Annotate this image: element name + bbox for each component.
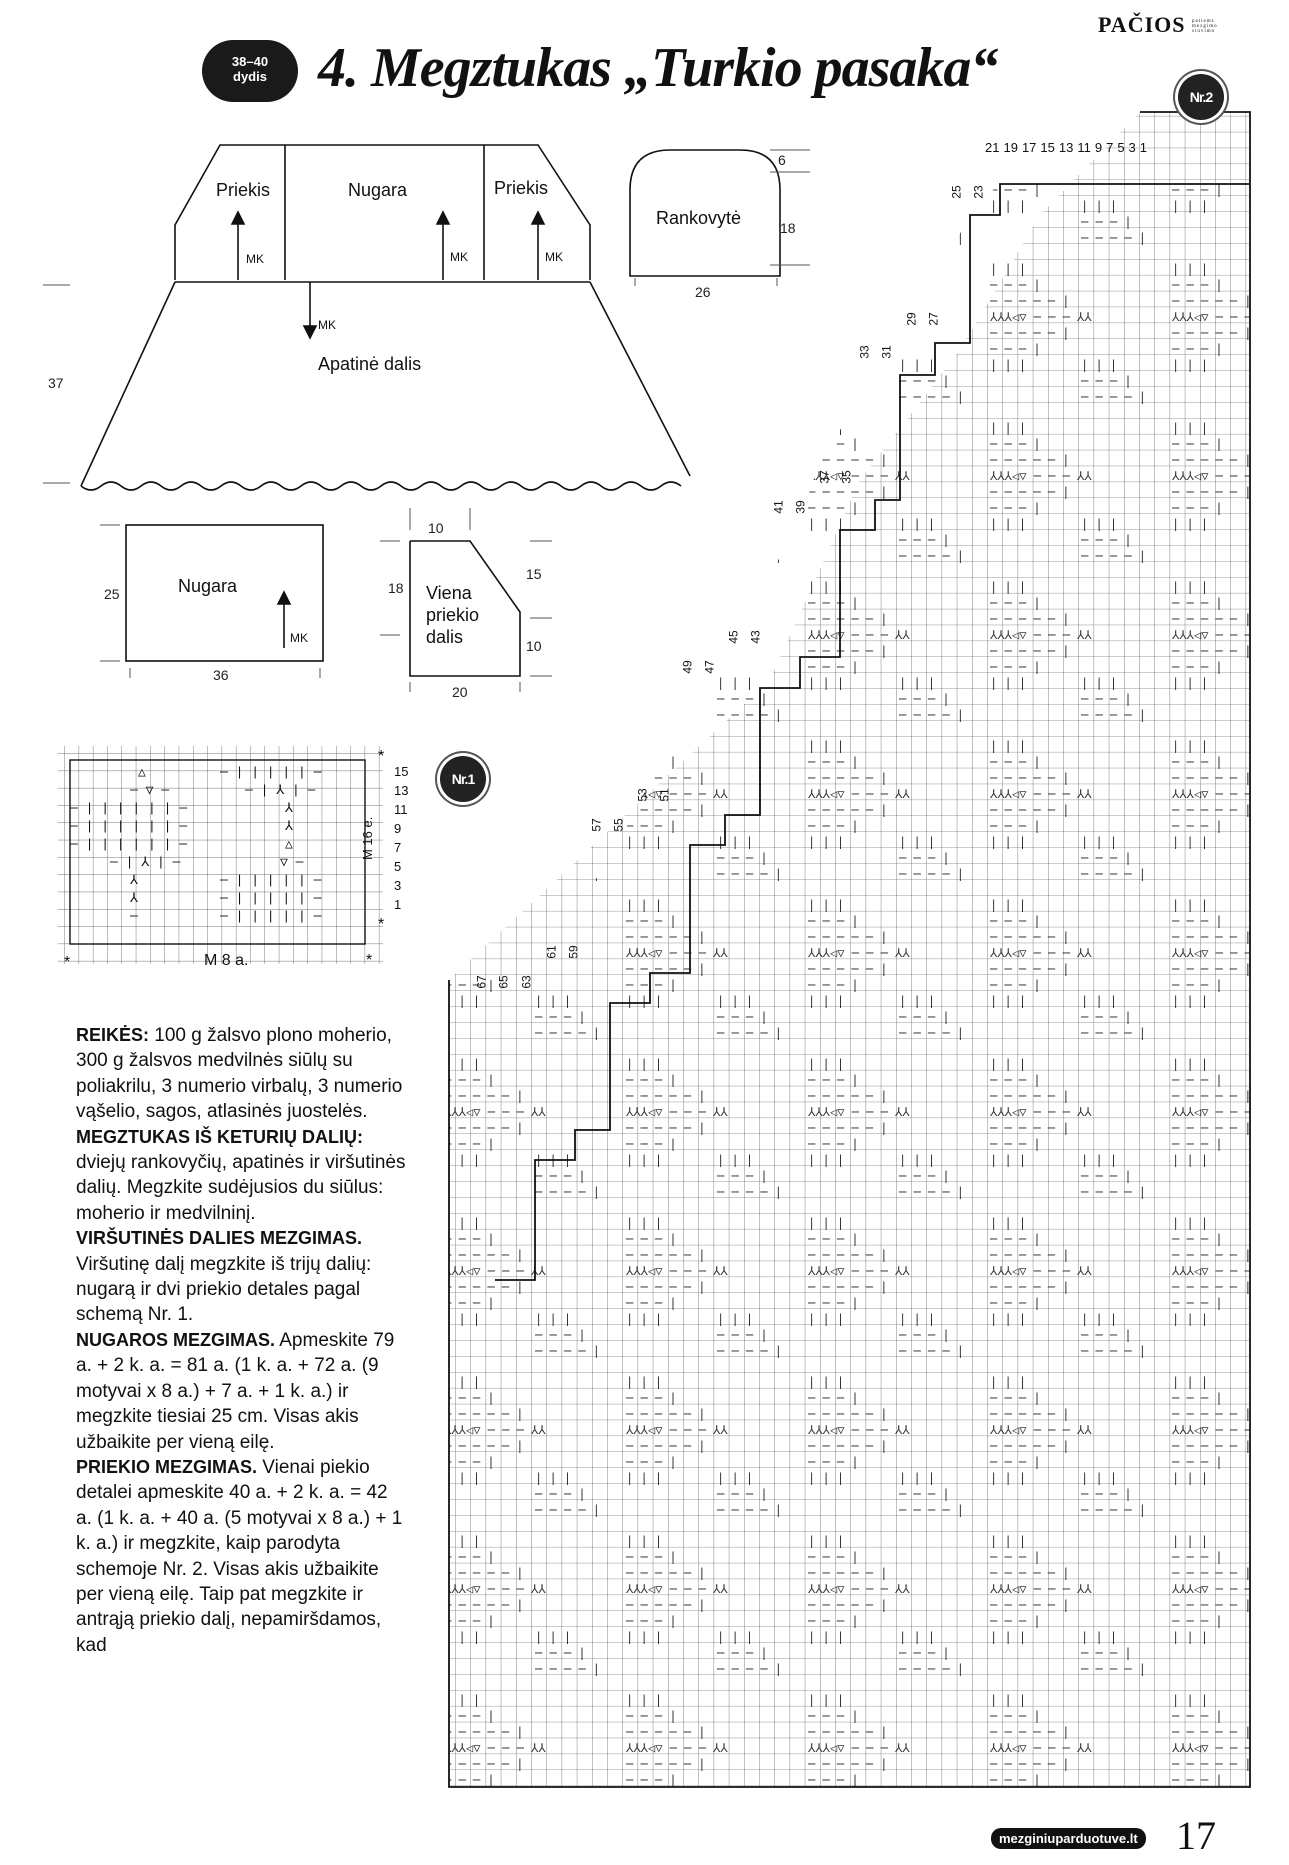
row-label: 1 xyxy=(394,897,402,912)
page-number: 17 xyxy=(1176,1813,1216,1858)
body-nugaros: Apmeskite 79 a. + 2 k. a. = 81 a. (1 k. a. + 72 a. (9 motyvai x 8 a.) + 7 a. + 1 k. a.) ir megzkite tiesiai 25 cm. Visas akis užbaikite per vieną eilę. xyxy=(76,1329,395,1453)
label-priekis-left: Priekis xyxy=(216,180,271,200)
brand-sub: patiems mezgimo siuvimo xyxy=(1192,19,1218,35)
badge-nr2-wrap xyxy=(1178,74,1224,120)
svg-text:─ | ⅄ | ─: ─ | ⅄ | ─ xyxy=(110,855,181,870)
heading-priekio: PRIEKIO MEZGIMAS. xyxy=(76,1456,258,1477)
paragraph-nugaros xyxy=(76,1328,406,1455)
paragraph-priekio xyxy=(76,1455,406,1658)
label-nugara: Nugara xyxy=(348,180,408,200)
step-label: 25 xyxy=(949,185,964,199)
label-nugara-piece: Nugara xyxy=(178,576,238,596)
step-label: 23 xyxy=(971,185,986,199)
col-label: 3 xyxy=(1128,140,1136,155)
col-label: 5 xyxy=(1117,140,1125,155)
col-label: 11 xyxy=(1077,140,1091,155)
size-badge-line2: dydis xyxy=(233,69,267,84)
paragraph-virsutines xyxy=(76,1226,406,1328)
col-label: 1 xyxy=(1139,140,1148,155)
step-label: 59 xyxy=(566,945,581,959)
badge-nr1: Nr.1 xyxy=(440,756,486,802)
step-label: 37 xyxy=(817,470,832,484)
svg-text:△: △ xyxy=(138,765,146,780)
step-label: 47 xyxy=(702,660,717,674)
svg-text:▽ ─: ▽ ─ xyxy=(280,855,304,870)
mk-label-5: MK xyxy=(290,631,308,645)
step-label: 63 xyxy=(519,975,534,989)
dim-18-left: 18 xyxy=(388,580,404,596)
row-label: 15 xyxy=(394,764,409,779)
heading-reikes: REIKĖS: xyxy=(76,1025,150,1045)
step-label: 27 xyxy=(926,312,941,326)
row-label: 13 xyxy=(394,783,409,798)
paragraph-reikes xyxy=(76,1023,406,1125)
heading-megztukas: MEGZTUKAS IŠ KETURIŲ DALIŲ: xyxy=(76,1126,363,1147)
chart-nr2-grid xyxy=(440,100,1260,1800)
dim-6: 6 xyxy=(778,152,786,168)
mk-label-3: MK xyxy=(545,250,563,264)
step-label: 53 xyxy=(635,788,650,802)
dim-26: 26 xyxy=(695,284,711,300)
body-virsutines: Viršutinę dalį megzkite iš trijų dalių: nugarą ir dvi priekio detales pagal schemą Nr. 1. xyxy=(76,1253,372,1326)
label-apatine: Apatinė dalis xyxy=(318,354,422,374)
svg-text:─: ─ xyxy=(130,909,138,924)
chart1-star-left: * xyxy=(64,954,71,971)
dim-37: 37 xyxy=(48,375,64,391)
mk-label-2: MK xyxy=(450,250,468,264)
step-label: 49 xyxy=(680,660,695,674)
step-label: 57 xyxy=(589,818,604,832)
body-megztukas: dviejų rankovyčių, apatinės ir viršutinės dalių. Megzkite sudėjusios du siūlus: moherio ir medvilninį. xyxy=(76,1152,406,1224)
col-label: 19 xyxy=(1003,140,1018,155)
chart1-row-labels xyxy=(394,762,408,914)
size-badge-line1: 38–40 xyxy=(231,54,269,69)
row-label: 11 xyxy=(394,802,408,817)
step-label: 41 xyxy=(771,500,786,514)
body-priekio: Vienai piekio detalei apmeskite 40 a. + 2 k. a. = 42 a. (1 k. a. + 40 a. (5 motyvai x 8 a.) + 1 k. a.) ir megzkite, kaip parodyta schemoje Nr. 2. Visas akis užbaikite per vieną eilę. Taip pat megzkite ir antrąją priekio dalį, nepamiršdamos, kad xyxy=(76,1456,403,1656)
step-label: 33 xyxy=(857,345,872,359)
step-label: 43 xyxy=(748,630,763,644)
chart1-side-label: M 16 e. xyxy=(360,816,375,860)
chart1-star-mid: * xyxy=(378,916,385,933)
svg-text:─ | | | | | ─: ─ | | | | | ─ xyxy=(220,765,322,780)
row-label: 3 xyxy=(394,878,402,893)
step-label: 45 xyxy=(726,630,741,644)
col-label: 7 xyxy=(1106,140,1114,155)
col-label: 9 xyxy=(1094,140,1103,155)
row-label: 9 xyxy=(394,821,402,836)
label-priekis-right: Priekis xyxy=(494,178,549,198)
chart1-star-top: * xyxy=(378,748,385,765)
col-label: 17 xyxy=(1021,140,1037,155)
footer-site-link[interactable]: mezginiuparduotuve.lt xyxy=(991,1828,1146,1849)
svg-text:⅄: ⅄ xyxy=(285,819,293,834)
dim-25: 25 xyxy=(104,586,120,602)
svg-text:─ | | | | | | ─: ─ | | | | | | ─ xyxy=(70,837,188,852)
dim-10-top: 10 xyxy=(428,520,444,536)
step-label: 31 xyxy=(879,345,894,359)
dim-15: 15 xyxy=(526,566,542,582)
svg-text:─ | | | | | ─: ─ | | | | | ─ xyxy=(220,909,322,924)
step-label: 39 xyxy=(793,500,808,514)
dim-10-right: 10 xyxy=(526,638,542,654)
badge-nr2: Nr.2 xyxy=(1178,74,1224,120)
body-reikes: 100 g žalsvo plono moherio, 300 g žalsvos medvilnės siūlų su poliakrilu, 3 numerio virbalų, 3 numerio vąšelio, sagos, atlasinės juostelės. xyxy=(76,1025,403,1123)
row-label: 7 xyxy=(394,840,402,855)
dim-20: 20 xyxy=(452,684,468,700)
page-title: 4. Megztukas „Turkio pasaka“ xyxy=(318,37,998,99)
heading-virsutines: VIRŠUTINĖS DALIES MEZGIMAS. xyxy=(76,1228,363,1249)
dim-18: 18 xyxy=(780,220,796,236)
mk-label-1: MK xyxy=(246,252,264,266)
heading-nugaros: NUGAROS MEZGIMAS. xyxy=(76,1329,276,1350)
label-rankovyte: Rankovytė xyxy=(656,208,742,228)
step-label: 29 xyxy=(904,312,919,326)
viena-line1: Viena xyxy=(426,583,472,603)
svg-text:─ | ⅄ | ─: ─ | ⅄ | ─ xyxy=(245,783,316,798)
dim-36: 36 xyxy=(213,667,229,683)
step-label: 51 xyxy=(657,788,672,802)
paragraph-megztukas xyxy=(76,1125,406,1227)
svg-text:─ | | | | | ─: ─ | | | | | ─ xyxy=(220,891,322,906)
step-label: 65 xyxy=(496,975,511,989)
step-label: 35 xyxy=(839,470,854,484)
svg-text:⅄: ⅄ xyxy=(130,873,138,888)
row-label: 5 xyxy=(394,859,402,874)
chart2-top-labels-row xyxy=(985,140,1147,155)
svg-text:─ ▽ ─: ─ ▽ ─ xyxy=(130,783,170,798)
chart1-bottom-label: M 8 a. xyxy=(204,952,249,969)
svg-text:─ | | | | | | ─: ─ | | | | | | ─ xyxy=(70,801,188,816)
svg-text:─ | | | | | | ─: ─ | | | | | | ─ xyxy=(70,819,188,834)
step-label: 61 xyxy=(544,945,559,959)
instructions-text xyxy=(76,1023,406,1658)
mk-label-4: MK xyxy=(318,318,336,332)
step-label: 67 xyxy=(474,975,489,989)
svg-text:⅄: ⅄ xyxy=(130,891,138,906)
col-label: 13 xyxy=(1058,140,1074,155)
col-label: 21 xyxy=(985,140,1000,155)
chart1-star-right: * xyxy=(366,952,373,969)
svg-text:─ | | | | | ─: ─ | | | | | ─ xyxy=(220,873,322,888)
svg-text:⅄: ⅄ xyxy=(285,801,293,816)
viena-line3: dalis xyxy=(426,627,464,647)
col-label: 15 xyxy=(1040,140,1055,155)
step-label: 55 xyxy=(611,818,626,832)
svg-text:△: △ xyxy=(285,837,293,852)
viena-line2: priekio xyxy=(426,605,480,625)
brand-name: PAČIOS xyxy=(1098,12,1186,37)
